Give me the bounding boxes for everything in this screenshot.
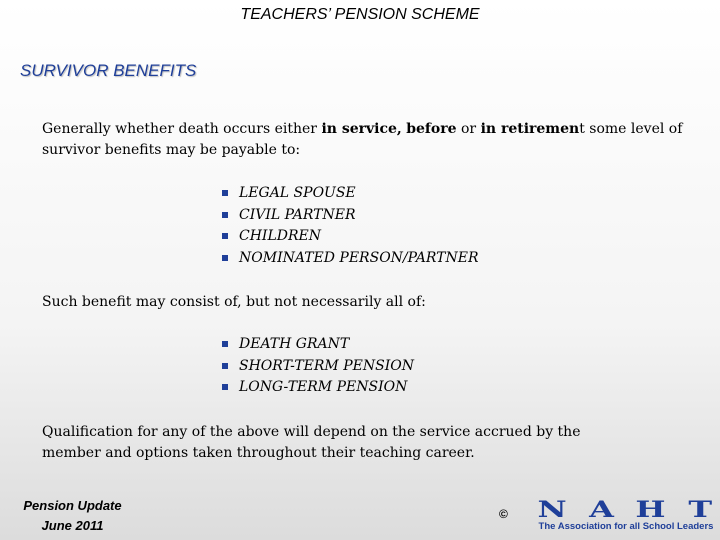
intro-in-retirement: in retiremen bbox=[480, 121, 580, 137]
naht-logo bbox=[536, 497, 714, 534]
logo-letter: N bbox=[537, 497, 567, 523]
footer-date: June 2011 bbox=[41, 518, 104, 533]
list-item-label: NOMINATED PERSON/PARTNER bbox=[239, 249, 479, 266]
logo-tagline: The Association for all School Leaders bbox=[538, 521, 714, 532]
square-bullet-icon bbox=[222, 255, 228, 261]
square-bullet-icon bbox=[222, 384, 228, 390]
intro-text-post: t some level of survivor benefits may be payable to: bbox=[42, 121, 683, 158]
intro-before: before bbox=[406, 121, 457, 137]
list-item-label: CHILDREN bbox=[239, 228, 321, 244]
list-item bbox=[222, 334, 414, 356]
list-item bbox=[222, 248, 479, 270]
copyright-symbol: © bbox=[499, 507, 508, 521]
list-item-label: SHORT-TERM PENSION bbox=[239, 357, 414, 374]
intro-text-pre: Generally whether death occurs either bbox=[42, 121, 322, 137]
list-item-label: LEGAL SPOUSE bbox=[239, 185, 356, 201]
list-item bbox=[222, 356, 414, 378]
beneficiaries-list bbox=[222, 183, 479, 269]
list-item bbox=[222, 205, 479, 227]
square-bullet-icon bbox=[222, 190, 228, 196]
footer-info bbox=[0, 496, 145, 536]
page-header-title: TEACHERS’ PENSION SCHEME bbox=[240, 6, 480, 23]
benefit-intro-paragraph: Such benefit may consist of, but not necessarily all of: bbox=[42, 294, 426, 310]
intro-paragraph bbox=[42, 119, 692, 161]
list-item bbox=[222, 377, 414, 399]
intro-in-service: in service, bbox=[321, 121, 402, 137]
list-item-label: DEATH GRANT bbox=[239, 336, 350, 352]
intro-text-or: or bbox=[456, 121, 481, 137]
benefits-list bbox=[222, 334, 414, 399]
footer-title: Pension Update bbox=[23, 498, 122, 513]
logo-letter: H bbox=[635, 497, 666, 523]
list-item-label: CIVIL PARTNER bbox=[239, 206, 356, 223]
square-bullet-icon bbox=[222, 341, 228, 347]
logo-letter: A bbox=[588, 497, 614, 523]
square-bullet-icon bbox=[222, 363, 228, 369]
logo-letter: T bbox=[687, 497, 712, 523]
logo-wordmark bbox=[537, 497, 712, 523]
list-item bbox=[222, 183, 479, 205]
square-bullet-icon bbox=[222, 212, 228, 218]
list-item-label: LONG-TERM PENSION bbox=[239, 379, 408, 395]
list-item bbox=[222, 226, 479, 248]
section-title: SURVIVOR BENEFITS bbox=[20, 61, 197, 80]
square-bullet-icon bbox=[222, 233, 228, 239]
qualification-paragraph: Qualification for any of the above will depend on the service accrued by the member and options taken throughout their teaching career. bbox=[42, 424, 581, 461]
